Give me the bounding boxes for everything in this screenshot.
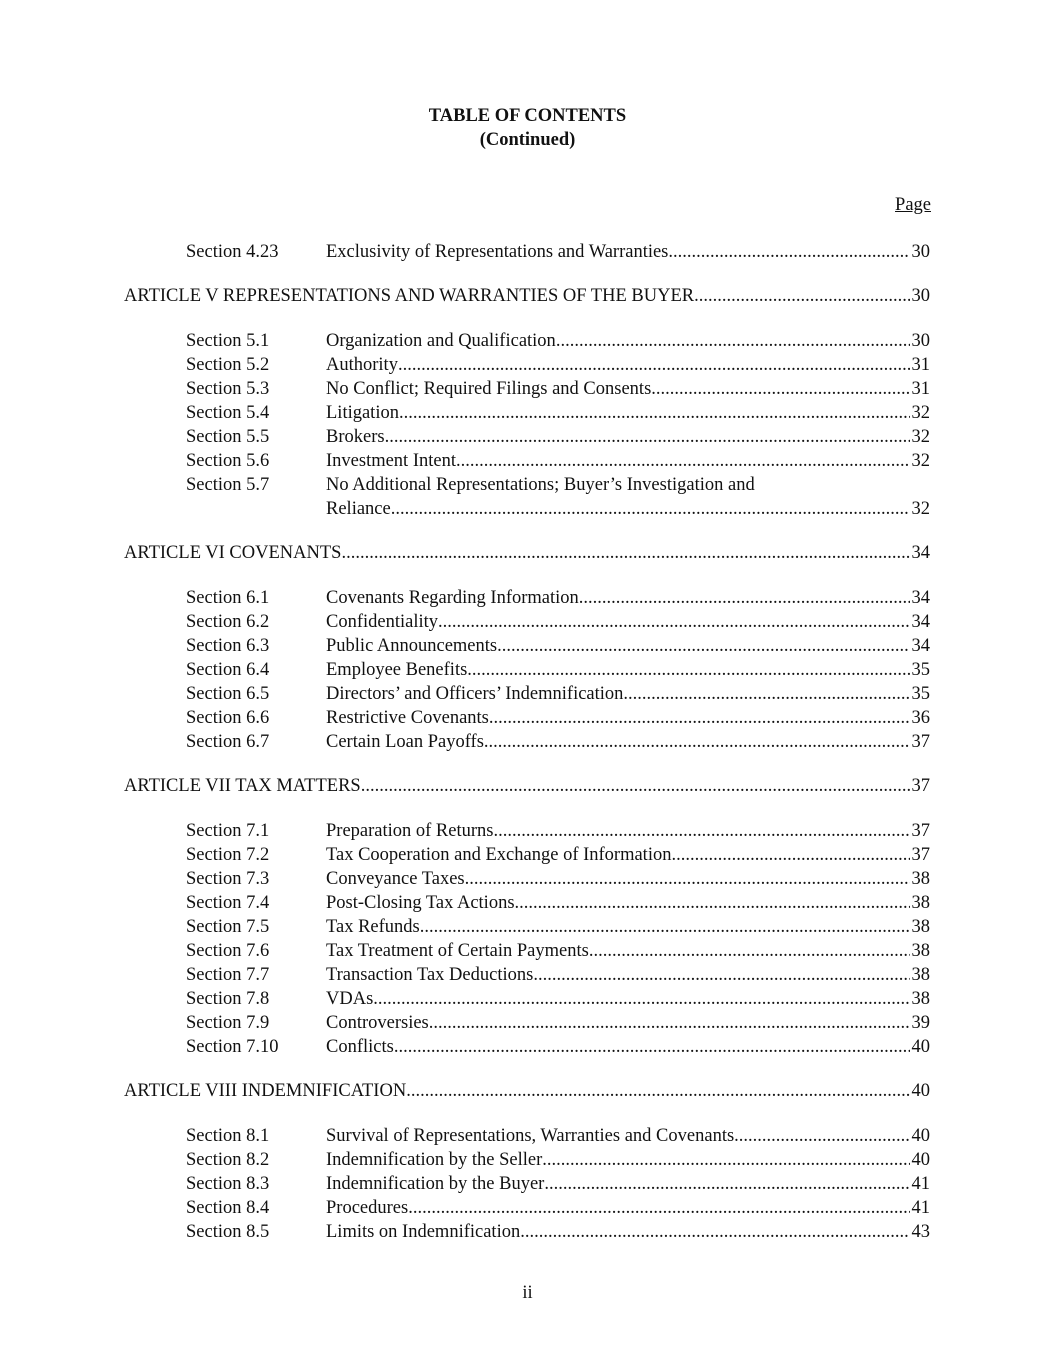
page-number: 38 xyxy=(911,989,930,1009)
page-number: 38 xyxy=(911,869,930,889)
page-number: 37 xyxy=(911,732,930,752)
section-title: Organization and Qualification xyxy=(326,331,556,351)
section-title: Tax Treatment of Certain Payments xyxy=(326,941,589,961)
toc-entry-section-6-1[interactable] xyxy=(0,586,1055,610)
toc-entry-section-7-8[interactable] xyxy=(0,987,1055,1011)
page-number: 40 xyxy=(911,1150,930,1170)
section-title: Investment Intent xyxy=(326,451,456,471)
section-title: Authority xyxy=(326,355,398,375)
toc-entry-article-v[interactable] xyxy=(0,284,1055,308)
section-number: Section 7.9 xyxy=(186,1013,270,1033)
page-number: 41 xyxy=(911,1174,930,1194)
section-title: Post-Closing Tax Actions xyxy=(326,893,515,913)
section-title: Covenants Regarding Information xyxy=(326,588,579,608)
page-number: 37 xyxy=(911,776,930,796)
section-number: Section 8.1 xyxy=(186,1126,270,1146)
toc-entry-section-5-5[interactable] xyxy=(0,425,1055,449)
section-number: Section 4.23 xyxy=(186,242,279,262)
page-number: 34 xyxy=(911,588,930,608)
toc-entry-section-6-4[interactable] xyxy=(0,658,1055,682)
section-title: No Additional Representations; Buyer’s Investigation and xyxy=(326,475,755,495)
toc-entry-section-8-3[interactable] xyxy=(0,1172,1055,1196)
toc-list xyxy=(0,240,1055,1244)
toc-entry-article-vi[interactable] xyxy=(0,541,1055,565)
section-number: Section 5.3 xyxy=(186,379,270,399)
section-number: Section 6.6 xyxy=(186,708,270,728)
section-number: Section 6.1 xyxy=(186,588,270,608)
toc-entry-section-5-2[interactable] xyxy=(0,353,1055,377)
section-number: Section 5.4 xyxy=(186,403,270,423)
page-number: 43 xyxy=(911,1222,930,1242)
page-number: 38 xyxy=(911,917,930,937)
toc-entry-section-8-2[interactable] xyxy=(0,1148,1055,1172)
page-number: 31 xyxy=(911,355,930,375)
section-title: Preparation of Returns xyxy=(326,821,494,841)
toc-entry-article-viii[interactable] xyxy=(0,1079,1055,1103)
section-title: Exclusivity of Representations and Warranties xyxy=(326,242,669,262)
section-title-continued: Reliance xyxy=(326,499,391,519)
page-number: 41 xyxy=(911,1198,930,1218)
section-title: VDAs xyxy=(326,989,374,1009)
section-title: Certain Loan Payoffs xyxy=(326,732,484,752)
page-number: 38 xyxy=(911,965,930,985)
toc-entry-section-5-4[interactable] xyxy=(0,401,1055,425)
section-number: Section 5.1 xyxy=(186,331,270,351)
section-number: Section 8.2 xyxy=(186,1150,270,1170)
toc-entry-section-8-1[interactable] xyxy=(0,1124,1055,1148)
section-number: Section 8.5 xyxy=(186,1222,270,1242)
toc-entry-section-7-7[interactable] xyxy=(0,963,1055,987)
section-title: Transaction Tax Deductions xyxy=(326,965,534,985)
toc-title-line1: TABLE OF CONTENTS xyxy=(428,106,627,126)
section-number: Section 7.5 xyxy=(186,917,270,937)
page-number: 30 xyxy=(911,242,930,262)
section-title: Tax Cooperation and Exchange of Information xyxy=(326,845,672,865)
page-number: 32 xyxy=(911,451,930,471)
section-number: Section 5.5 xyxy=(186,427,270,447)
section-number: Section 5.7 xyxy=(186,475,270,495)
article-title: ARTICLE VII TAX MATTERS xyxy=(124,776,361,796)
page-number: 35 xyxy=(911,684,930,704)
toc-entry-section-5-7-continued[interactable] xyxy=(0,497,1055,521)
section-number: Section 6.7 xyxy=(186,732,270,752)
page-number: 34 xyxy=(911,636,930,656)
section-number: Section 7.7 xyxy=(186,965,270,985)
page-number: 40 xyxy=(911,1037,930,1057)
section-number: Section 8.3 xyxy=(186,1174,270,1194)
section-title: Restrictive Covenants xyxy=(326,708,489,728)
section-number: Section 6.3 xyxy=(186,636,270,656)
section-title: Indemnification by the Buyer xyxy=(326,1174,545,1194)
toc-entry-section-5-3[interactable] xyxy=(0,377,1055,401)
section-title: No Conflict; Required Filings and Consents xyxy=(326,379,652,399)
section-number: Section 7.2 xyxy=(186,845,270,865)
section-number: Section 7.4 xyxy=(186,893,270,913)
section-number: Section 7.6 xyxy=(186,941,270,961)
toc-entry-section-5-6[interactable] xyxy=(0,449,1055,473)
toc-entry-section-5-7[interactable] xyxy=(0,473,1055,497)
toc-title xyxy=(0,104,1055,152)
section-title: Procedures xyxy=(326,1198,409,1218)
page-number: 32 xyxy=(911,427,930,447)
section-number: Section 7.3 xyxy=(186,869,270,889)
section-number: Section 6.5 xyxy=(186,684,270,704)
section-title: Survival of Representations, Warranties and Covenants xyxy=(326,1126,735,1146)
toc-entry-section-5-1[interactable] xyxy=(0,329,1055,353)
toc-entry-section-6-6[interactable] xyxy=(0,706,1055,730)
section-title: Controversies xyxy=(326,1013,429,1033)
page-number: 34 xyxy=(911,543,930,563)
article-title: ARTICLE VIII INDEMNIFICATION xyxy=(124,1081,407,1101)
toc-entry-section-8-4[interactable] xyxy=(0,1196,1055,1220)
section-number: Section 5.6 xyxy=(186,451,270,471)
toc-entry-section-7-3[interactable] xyxy=(0,867,1055,891)
page-number: 34 xyxy=(911,612,930,632)
section-title: Litigation xyxy=(326,403,399,423)
page-column-label: Page xyxy=(895,195,931,215)
section-number: Section 7.10 xyxy=(186,1037,279,1057)
page-number: 32 xyxy=(911,403,930,423)
toc-entry-section-7-10[interactable] xyxy=(0,1035,1055,1059)
section-title: Confidentiality xyxy=(326,612,439,632)
page-number: 38 xyxy=(911,893,930,913)
toc-entry-section-6-7[interactable] xyxy=(0,730,1055,754)
page-number: 32 xyxy=(911,499,930,519)
section-title: Conflicts xyxy=(326,1037,394,1057)
toc-entry-section-7-9[interactable] xyxy=(0,1011,1055,1035)
toc-entry-section-7-5[interactable] xyxy=(0,915,1055,939)
page-number: 30 xyxy=(911,286,930,306)
page-number: 38 xyxy=(911,941,930,961)
toc-entry-section-7-4[interactable] xyxy=(0,891,1055,915)
toc-entry-section-8-5[interactable] xyxy=(0,1220,1055,1244)
toc-entry-section-7-2[interactable] xyxy=(0,843,1055,867)
toc-entry-section-4-23[interactable] xyxy=(0,240,1055,264)
page-number: 30 xyxy=(911,331,930,351)
section-number: Section 6.2 xyxy=(186,612,270,632)
page-number: 37 xyxy=(911,845,930,865)
footer-page-number: ii xyxy=(522,1283,533,1303)
page-number: 40 xyxy=(911,1081,930,1101)
toc-entry-article-vii[interactable] xyxy=(0,774,1055,798)
section-title: Directors’ and Officers’ Indemnification xyxy=(326,684,624,704)
article-title: ARTICLE V REPRESENTATIONS AND WARRANTIES OF THE BUYER xyxy=(124,286,695,306)
page-number: 37 xyxy=(911,821,930,841)
section-number: Section 7.1 xyxy=(186,821,270,841)
section-number: Section 7.8 xyxy=(186,989,270,1009)
page-number: 31 xyxy=(911,379,930,399)
page-number: 40 xyxy=(911,1126,930,1146)
page-number: 35 xyxy=(911,660,930,680)
page-number: 39 xyxy=(911,1013,930,1033)
section-title: Public Announcements xyxy=(326,636,498,656)
section-title: Tax Refunds xyxy=(326,917,420,937)
page-number: 36 xyxy=(911,708,930,728)
section-number: Section 6.4 xyxy=(186,660,270,680)
toc-entry-section-6-2[interactable] xyxy=(0,610,1055,634)
section-title: Limits on Indemnification xyxy=(326,1222,521,1242)
section-number: Section 8.4 xyxy=(186,1198,270,1218)
section-number: Section 5.2 xyxy=(186,355,270,375)
article-title: ARTICLE VI COVENANTS xyxy=(124,543,342,563)
toc-entry-section-6-3[interactable] xyxy=(0,634,1055,658)
toc-entry-section-7-1[interactable] xyxy=(0,819,1055,843)
section-title: Indemnification by the Seller xyxy=(326,1150,543,1170)
toc-title-line2: (Continued) xyxy=(479,130,576,150)
toc-entry-section-7-6[interactable] xyxy=(0,939,1055,963)
toc-entry-section-6-5[interactable] xyxy=(0,682,1055,706)
section-title: Conveyance Taxes xyxy=(326,869,465,889)
section-title: Employee Benefits xyxy=(326,660,468,680)
section-title: Brokers xyxy=(326,427,385,447)
